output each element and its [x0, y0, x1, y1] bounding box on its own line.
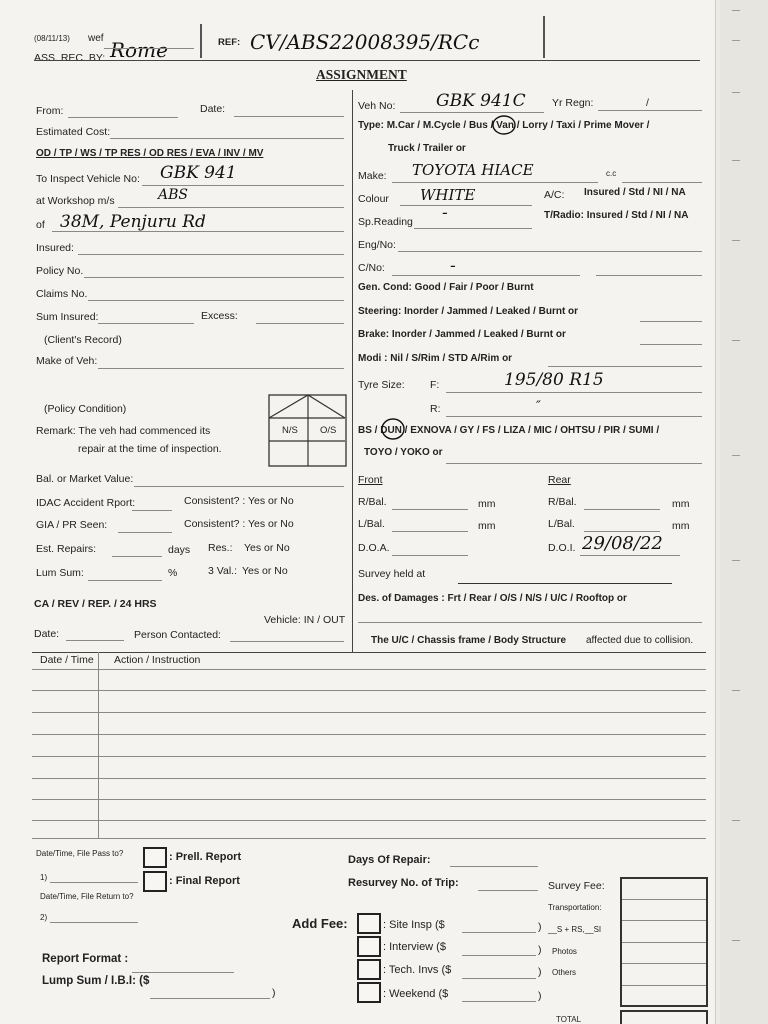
to-inspect-label: To Inspect Vehicle No: — [36, 173, 140, 185]
rule — [462, 955, 536, 956]
weekend-label: : Weekend ($ — [383, 988, 449, 1000]
fee-row — [622, 899, 706, 900]
edge-mark — [732, 940, 740, 941]
site-insp-close: ) — [538, 921, 542, 933]
survey-fee-label: Survey Fee: — [548, 880, 605, 892]
file-pass-number: 1) — [40, 873, 48, 882]
c-no-value: - — [450, 256, 456, 276]
rule — [98, 368, 344, 369]
eng-no-label: Eng/No: — [358, 239, 396, 251]
make-label: Make: — [358, 170, 387, 182]
rule — [98, 323, 194, 324]
days-of-repair-label: Days Of Repair: — [348, 854, 431, 866]
final-report-checkbox[interactable] — [143, 871, 167, 892]
idac-label: IDAC Accident Rport: — [36, 497, 136, 509]
rule — [596, 275, 702, 276]
rule — [392, 275, 580, 276]
log-row — [32, 756, 706, 757]
rule — [50, 882, 138, 883]
edge-mark — [732, 240, 740, 241]
tyre-size-label: Tyre Size: — [358, 379, 405, 391]
header-divider — [200, 24, 202, 58]
rear-lbal-label: L/Bal. — [548, 518, 575, 530]
rule — [462, 932, 536, 933]
column-divider — [352, 90, 353, 652]
tech-invs-checkbox[interactable] — [357, 959, 381, 980]
edge-mark — [732, 690, 740, 691]
tech-invs-label: : Tech. Invs ($ — [383, 964, 452, 976]
modi-options: Modi : Nil / S/Rim / STD A/Rim or — [358, 353, 513, 364]
ref-label: REF: — [218, 37, 241, 48]
van-circle — [491, 114, 517, 136]
weekend-close: ) — [538, 990, 542, 1002]
rule — [446, 416, 702, 417]
header-divider-right — [543, 16, 545, 58]
front-rbal-label: R/Bal. — [358, 496, 387, 508]
insured-label: Insured: — [36, 242, 74, 254]
rule — [68, 117, 178, 118]
doi-value: 29/08/22 — [582, 533, 663, 554]
rule — [414, 228, 532, 229]
rule — [132, 972, 234, 973]
person-contacted-label: Person Contacted: — [134, 629, 221, 641]
log-row — [32, 778, 706, 779]
edge-mark — [732, 820, 740, 821]
rule — [458, 583, 672, 584]
rule — [598, 110, 702, 111]
damages-options: Des. of Damages : Frt / Rear / O/S / N/S / U/C / Rooftop or — [358, 593, 627, 604]
form-version: (08/11/13) — [34, 34, 70, 43]
tyre-brand-options: BS / DUN / EXNOVA / GY / FS / LIZA / MIC / OHTSU / PIR / SUMI / — [358, 425, 660, 436]
yr-regn-slash: / — [646, 97, 649, 109]
vehicle-in-out: Vehicle: IN / OUT — [264, 614, 346, 626]
from-label: From: — [36, 105, 64, 117]
rule — [358, 622, 702, 623]
vehicle-type-options-2: Truck / Trailer or — [388, 143, 466, 154]
ac-label: A/C: — [544, 189, 565, 201]
doa-label: D.O.A. — [358, 542, 390, 554]
sp-reading-label: Sp.Reading — [358, 216, 413, 228]
rule — [66, 640, 124, 641]
rule — [110, 138, 344, 139]
prell-report-label: : Prell. Report — [169, 851, 242, 863]
edge-mark — [732, 560, 740, 561]
at-workshop-label: at Workshop m/s — [36, 195, 115, 207]
gia-label: GIA / PR Seen: — [36, 519, 108, 531]
sp-reading-value: - — [442, 203, 448, 223]
log-row — [32, 820, 706, 821]
tech-invs-close: ) — [538, 966, 542, 978]
res-label: Res.: — [208, 542, 233, 554]
policy-condition: (Policy Condition) — [44, 403, 127, 415]
tyre-front-value: 195/80 R15 — [504, 370, 604, 390]
rule — [230, 641, 344, 642]
rule — [450, 866, 538, 867]
prell-report-checkbox[interactable] — [143, 847, 167, 868]
edge-mark — [732, 10, 740, 11]
lump-sum-close: ) — [272, 987, 276, 999]
sum-insured-label: Sum Insured: — [36, 311, 99, 323]
wef-label: wef — [88, 33, 104, 44]
tyre-front-label: F: — [430, 379, 440, 391]
rule — [134, 486, 344, 487]
rule — [234, 116, 344, 117]
log-row — [32, 712, 706, 713]
total-label: TOTAL — [556, 1015, 582, 1024]
clients-record: (Client's Record) — [44, 334, 122, 346]
colour-value: WHITE — [420, 186, 476, 204]
veh-no-label: Veh No: — [358, 100, 396, 112]
interview-label: : Interview ($ — [383, 941, 446, 953]
idac-consistent: Consistent? : Yes or No — [184, 495, 294, 507]
ref-value: CV/ABS22008395/RCc — [250, 30, 480, 54]
interview-close: ) — [538, 944, 542, 956]
rule — [398, 251, 702, 252]
rule — [584, 509, 660, 510]
rule — [392, 182, 598, 183]
site-insp-checkbox[interactable] — [357, 913, 381, 934]
rule — [112, 556, 162, 557]
vehicle-type-options: Type: M.Car / M.Cycle / Bus / Van / Lorry / Taxi / Prime Mover / — [358, 120, 650, 131]
estimated-cost-label: Estimated Cost: — [36, 126, 111, 138]
make-value: TOYOTA HIACE — [412, 161, 534, 179]
rule — [118, 207, 344, 208]
assignment-codes: OD / TP / WS / TP RES / OD RES / EVA / INV / MV — [36, 148, 264, 159]
doi-label: D.O.I. — [548, 542, 576, 554]
others-label: Others — [552, 968, 577, 977]
rule — [400, 112, 544, 113]
edge-mark — [732, 160, 740, 161]
rule — [88, 580, 162, 581]
log-row — [32, 734, 706, 735]
transportation-label: Transportation: — [548, 903, 602, 912]
cc-label: c.c — [606, 169, 617, 178]
rule — [622, 182, 702, 183]
rear-rbal-unit: mm — [672, 498, 690, 510]
dun-circle — [380, 417, 408, 441]
file-pass-label: Date/Time, File Pass to? — [36, 849, 124, 858]
tyre-brand-options-2: TOYO / YOKO or — [364, 447, 443, 458]
rule — [104, 48, 194, 49]
rule — [256, 323, 344, 324]
s-rs-si-label: __S + RS,__SI — [548, 925, 602, 934]
rule — [446, 463, 702, 464]
file-return-number: 2) — [40, 913, 48, 922]
brake-options: Brake: Inorder / Jammed / Leaked / Burnt or — [358, 329, 566, 340]
final-report-label: : Final Report — [169, 875, 240, 887]
log-divider — [98, 652, 99, 838]
tyre-rear-label: R: — [430, 403, 441, 415]
log-row — [32, 799, 706, 800]
val3-yes-no: Yes or No — [242, 565, 288, 577]
rear-rbal-label: R/Bal. — [548, 496, 577, 508]
log-row — [32, 690, 706, 691]
tradio-options: T/Radio: Insured / Std / NI / NA — [544, 210, 689, 221]
rule — [84, 277, 344, 278]
colour-label: Colour — [358, 193, 389, 205]
remark-line-1: Remark: The veh had commenced its — [36, 425, 211, 437]
veh-no-value: GBK 941C — [436, 91, 526, 111]
file-return-label: Date/Time, File Return to? — [40, 892, 134, 901]
rule — [52, 231, 344, 232]
to-inspect-value: GBK 941 — [160, 163, 237, 183]
gia-consistent: Consistent? : Yes or No — [184, 518, 294, 530]
front-lbal-unit: mm — [478, 520, 496, 532]
rule — [446, 392, 702, 393]
days-unit: days — [168, 544, 191, 556]
fee-row — [622, 942, 706, 943]
remark-line-2: repair at the time of inspection. — [78, 443, 222, 455]
log-row — [32, 669, 706, 670]
of-label: of — [36, 219, 45, 231]
site-insp-label: : Site Insp ($ — [383, 919, 445, 931]
ass-rec-by-label: ASS. REC. BY: — [34, 52, 106, 64]
bal-market-label: Bal. or Market Value: — [36, 473, 134, 485]
header-rule — [34, 60, 700, 61]
rule — [150, 998, 270, 999]
lump-sum-label: Lump Sum / I.B.I: ($ — [42, 975, 150, 987]
edge-mark — [732, 340, 740, 341]
front-heading: Front — [358, 474, 383, 486]
rule — [118, 532, 172, 533]
report-format-label: Report Format : — [42, 953, 129, 965]
adjacent-page-edge — [720, 0, 768, 1024]
tyre-rear-value: ″ — [536, 399, 541, 414]
ns-label: N/S — [282, 425, 298, 436]
edge-mark — [732, 40, 740, 41]
rule — [584, 531, 660, 532]
excess-label: Excess: — [201, 310, 238, 322]
log-date-time-header: Date / Time — [40, 654, 94, 666]
fee-row — [622, 963, 706, 964]
ca-rev-codes: CA / REV / REP. / 24 HRS — [34, 598, 157, 610]
steering-options: Steering: Inorder / Jammed / Leaked / Burnt or — [358, 306, 579, 317]
front-rbal-unit: mm — [478, 498, 496, 510]
photos-label: Photos — [552, 947, 577, 956]
rule — [478, 890, 538, 891]
total-box — [620, 1010, 708, 1024]
ac-options: Insured / Std / NI / NA — [584, 187, 686, 198]
log-action-header: Action / Instruction — [114, 654, 201, 666]
rule — [142, 185, 344, 186]
rule — [640, 321, 702, 322]
lum-sum-label: Lum Sum: — [36, 567, 84, 579]
date-label: Date: — [200, 103, 226, 115]
rear-heading: Rear — [548, 474, 571, 486]
at-workshop-value: ABS — [158, 187, 188, 203]
percent-unit: % — [168, 567, 178, 579]
rule — [640, 344, 702, 345]
ass-rec-by-signature: Rome — [110, 38, 168, 62]
weekend-checkbox[interactable] — [357, 982, 381, 1003]
est-repairs-label: Est. Repairs: — [36, 543, 97, 555]
res-yes-no: Yes or No — [244, 542, 290, 554]
date2-label: Date: — [34, 628, 60, 640]
affected-text: affected due to collision. — [586, 635, 694, 646]
resurvey-label: Resurvey No. of Trip: — [348, 877, 459, 889]
page-title: ASSIGNMENT — [316, 67, 407, 82]
rule — [462, 978, 536, 979]
edge-mark — [732, 455, 740, 456]
yr-regn-label: Yr Regn: — [552, 97, 594, 109]
policy-no-label: Policy No. — [36, 265, 84, 277]
rear-lbal-unit: mm — [672, 520, 690, 532]
gen-cond-options: Gen. Cond: Good / Fair / Poor / Burnt — [358, 282, 534, 293]
claims-no-label: Claims No. — [36, 288, 88, 300]
rule — [132, 510, 172, 511]
rule — [392, 555, 468, 556]
rule — [400, 205, 532, 206]
rule — [392, 509, 468, 510]
rule — [88, 300, 344, 301]
log-row — [32, 838, 706, 839]
make-of-veh-label: Make of Veh: — [36, 355, 98, 367]
add-fee-label: Add Fee: — [292, 916, 348, 931]
rule — [78, 254, 344, 255]
fee-row — [622, 920, 706, 921]
interview-checkbox[interactable] — [357, 936, 381, 957]
rule — [462, 1001, 536, 1002]
log-top-rule — [32, 652, 706, 653]
rule — [580, 555, 680, 556]
rule — [548, 366, 702, 367]
edge-mark — [732, 92, 740, 93]
rule — [50, 922, 138, 923]
fee-row — [622, 985, 706, 986]
front-lbal-label: L/Bal. — [358, 518, 385, 530]
os-label: O/S — [320, 425, 337, 436]
c-no-label: C/No: — [358, 262, 385, 274]
val3-label: 3 Val.: — [208, 565, 237, 577]
uc-chassis-options: The U/C / Chassis frame / Body Structure — [371, 635, 567, 646]
of-value: 38M, Penjuru Rd — [60, 212, 206, 232]
survey-held-label: Survey held at — [358, 568, 426, 580]
rule — [392, 531, 468, 532]
